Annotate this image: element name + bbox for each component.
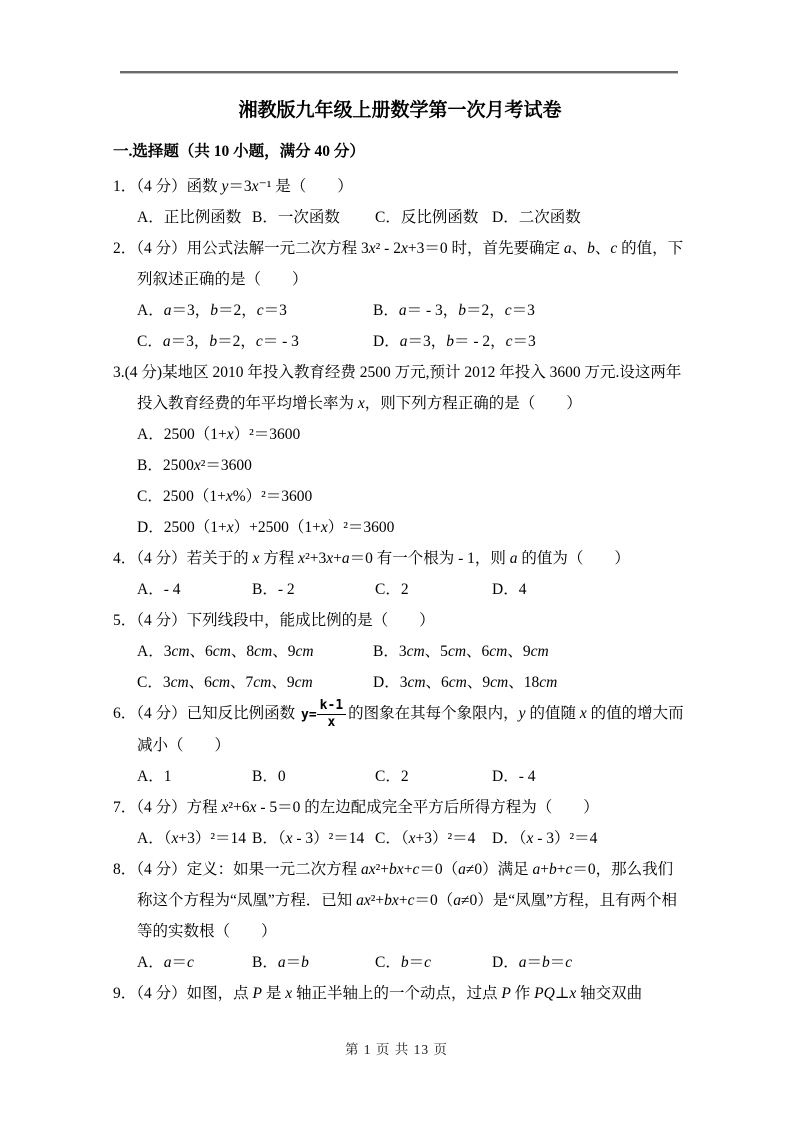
question-options xyxy=(113,574,687,605)
question xyxy=(113,792,687,854)
option: C．2500（1+x%）²＝3600 xyxy=(137,488,313,505)
option: C．2 xyxy=(375,768,409,786)
question-stem: 4．（4 分）若关于的 x 方程 x²+3x+a＝0 有一个根为 - 1，则 a 的值为（ ） xyxy=(113,550,630,567)
question xyxy=(113,171,687,233)
option: D．3cm、6cm、9cm、18cm xyxy=(373,674,558,691)
option: C．（x+3）²＝4 xyxy=(375,830,476,848)
option: A．（x+3）²＝14 xyxy=(137,830,246,848)
question-stem: 5．（4 分）下列线段中，能成比例的是（ ） xyxy=(113,612,435,629)
option: D．- 4 xyxy=(492,768,536,786)
option: D．2500（1+x）+2500（1+x）²＝3600 xyxy=(137,519,395,536)
question-options xyxy=(113,947,687,978)
question xyxy=(113,978,687,1009)
option: A．1 xyxy=(137,768,172,786)
fraction-denominator: x xyxy=(327,714,336,730)
header-rule xyxy=(120,71,678,74)
section-heading: 一.选择题（共 10 小题，满分 40 分） xyxy=(113,143,365,160)
option: B．a＝b xyxy=(252,954,309,972)
question xyxy=(113,233,687,357)
fraction xyxy=(317,699,346,731)
option: A．正比例函数 xyxy=(137,209,242,226)
question xyxy=(113,854,687,978)
option: C．b＝c xyxy=(375,954,431,972)
option: A．2500（1+x）²＝3600 xyxy=(137,426,301,443)
question-stem: 6．（4 分）已知反比例函数 y= $\frac{k-1}{x}$ 的图象在其每个象限内，y 的值随 x 的值的增大而减小（ ） xyxy=(113,697,684,755)
question-stem: 7．（4 分）方程 x²+6x - 5＝0 的左边配成完全平方后所得方程为（ ） xyxy=(113,799,599,817)
question xyxy=(113,698,687,792)
option: D．a＝b＝c xyxy=(492,954,573,972)
page-title: 湘教版九年级上册数学第一次月考试卷 xyxy=(238,100,562,121)
question-options xyxy=(113,823,687,854)
option: C．反比例函数 xyxy=(375,209,479,226)
question-options xyxy=(113,202,687,233)
fraction-numerator: k-1 xyxy=(317,699,346,715)
option: B．3cm、5cm、6cm、9cm xyxy=(373,643,549,660)
question-stem: 3.(4 分)某地区 2010 年投入教育经费 2500 万元,预计 2012 年投入 3600 万元.设这两年投入教育经费的年平均增长率为 x，则下列方程正确的是（ ） xyxy=(113,364,682,412)
option: A．a＝3，b＝2，c＝3 xyxy=(137,302,287,319)
option: A．a＝c xyxy=(137,954,194,972)
page-footer: 第 1 页 共 13 页 xyxy=(344,1042,449,1057)
option: D．4 xyxy=(492,581,527,598)
option: B．（x - 3）²＝14 xyxy=(252,830,365,848)
option: A．- 4 xyxy=(137,581,181,598)
question-options xyxy=(113,419,687,543)
option: C．a＝3，b＝2，c＝ - 3 xyxy=(137,333,299,350)
question-options xyxy=(113,636,687,698)
question-stem: 9．（4 分）如图，点 P 是 x 轴正半轴上的一个动点，过点 P 作 PQ⊥x 轴交双曲 xyxy=(113,985,643,1003)
question xyxy=(113,605,687,698)
option: B．- 2 xyxy=(252,581,295,598)
equation-fraction xyxy=(301,699,346,731)
content xyxy=(113,96,687,1009)
question xyxy=(113,357,687,543)
option: D．二次函数 xyxy=(492,209,581,226)
option: D．a＝3，b＝ - 2，c＝3 xyxy=(373,333,536,350)
question-options xyxy=(113,295,687,357)
question xyxy=(113,543,687,605)
option: B．2500x²＝3600 xyxy=(137,457,252,474)
option: C．2 xyxy=(375,581,409,598)
equation-lhs: y= xyxy=(301,706,317,722)
question-stem: 1．（4 分）函数 y＝3x⁻¹ 是（ ） xyxy=(113,178,353,195)
option: B．0 xyxy=(252,768,286,786)
question-options xyxy=(113,761,687,792)
option: B．一次函数 xyxy=(252,209,340,226)
questions xyxy=(113,171,687,1009)
option: B．a＝ - 3，b＝2，c＝3 xyxy=(373,302,535,319)
option: A．3cm、6cm、8cm、9cm xyxy=(137,643,314,660)
option: C．3cm、6cm、7cm、9cm xyxy=(137,674,313,691)
option: D．（x - 3）²＝4 xyxy=(492,830,598,848)
question-stem: 8．（4 分）定义：如果一元二次方程 ax²+bx+c＝0（a≠0）满足 a+b+c＝0，那么我们称这个方程为“凤凰”方程．已知 ax²+bx+c＝0（a≠0）是“凤凰”方程，且有两个相等的实数根（ ） xyxy=(113,861,677,941)
question-stem: 2．（4 分）用公式法解一元二次方程 3x² - 2x+3＝0 时，首先要确定 a、b、c 的值，下列叙述正确的是（ ） xyxy=(113,240,684,288)
